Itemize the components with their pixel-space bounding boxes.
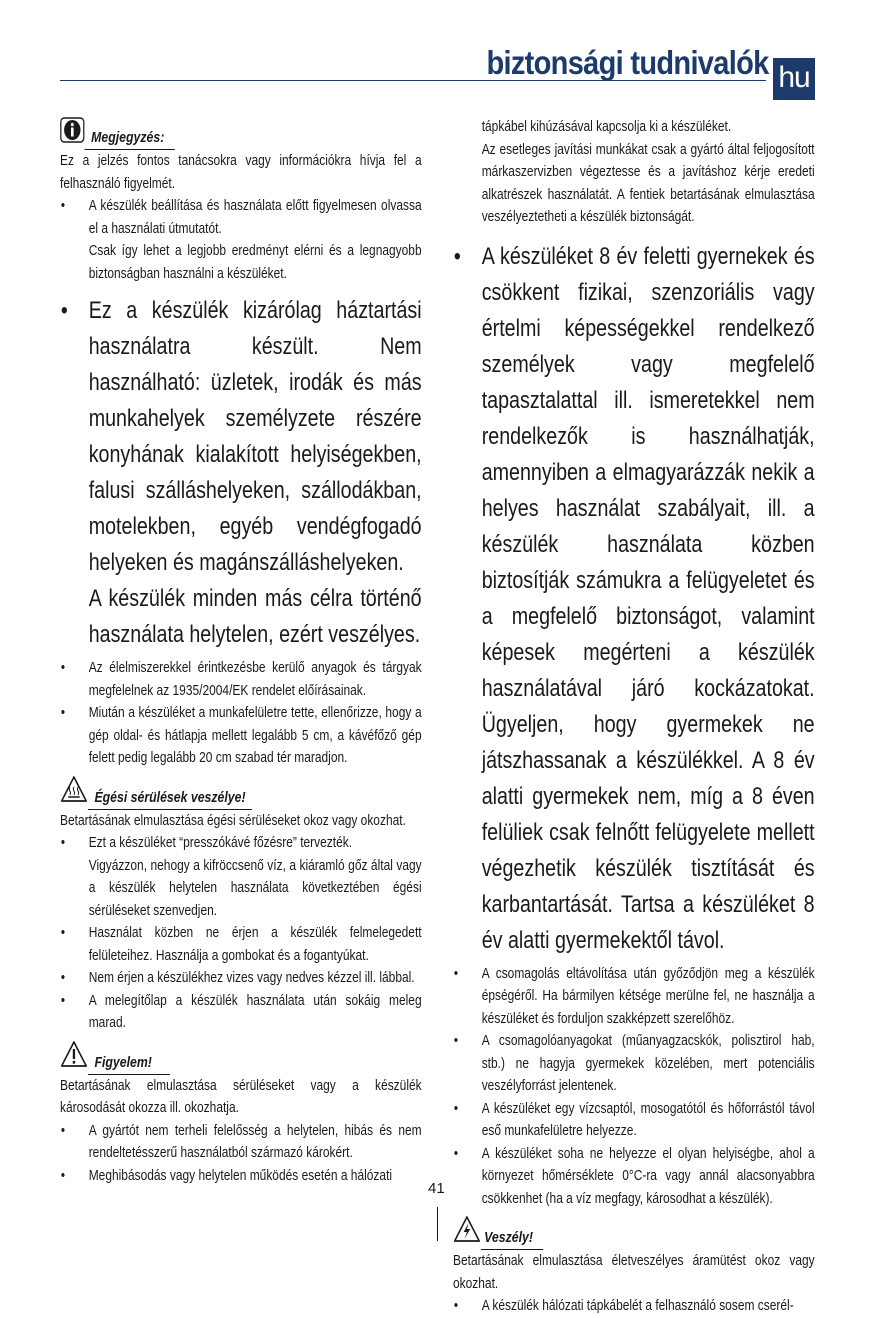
list-item-text: A készüléket soha ne helyezze el olyan helyiségbe, ahol a környezet hőmérséklete 0°C-ra vagy annál alacsonyabbra csökkenhet (ha a víz megfagy, károsodhat a készülék). (481, 1145, 815, 1207)
list-item (60, 1165, 422, 1188)
list-item-text: A készülék hálózati tápkábelét a felhasználó sosem cserél- (481, 1298, 794, 1314)
danger-text: Betartásának elmulasztása életveszélyes áramütést okoz vagy okozhat. (453, 1253, 815, 1292)
bullet: • (60, 1167, 66, 1184)
list-item (453, 963, 815, 1031)
big-item-text: Ez a készülék kizárólag háztartási használatra készült. Nem használható: üzletek, irodák és más munkahelyek személyzete részére konyhának kialakított helyiségekben, falusi szálláshelyeken, szállodákban, motelekben, egyéb vendégfogadó helyeken és magánszálláshelyeken. (88, 297, 422, 576)
list-item-text: A készülék beállítása és használata előtt figyelmesen olvassa el a használati útmutatót. (88, 198, 422, 237)
electric-shock-warning-icon (453, 1215, 481, 1248)
list-item (60, 195, 422, 285)
list-item (453, 1098, 815, 1143)
bullet: • (60, 705, 66, 721)
list-item-text: Ezt a készüléket “presszókávé főzésre” tervezték. (88, 835, 353, 851)
warning-underline (88, 1074, 170, 1075)
big-item-text: A készüléket 8 év feletti gyernekek és csökkent fizikai, szenzoriális vagy értelmi képességekkel rendelkező személyek vagy megfelelő tapasztalattal ill. ismeretekkel nem rendelkezők is használhatják, amennyiben a elmagyarázzák nekik a helyes használat szabályait, ill. a készülék használata közben biztosítják számukra a felügyeletet és a megfelelő biztonságot, valamint képesek megérteni a készülék használatával járó kockázatokat. Ügyeljen, hogy gyermekek ne játszhassanak a készülékkel. A 8 év alatti gyermekek nem, míg a 8 éven felüliek csak felnőtt felügyelete mellett végezhetik készülék tisztítását és karbantartását. Tartsa a készüléket 8 év alatti gyermekektől távol. (481, 242, 815, 954)
bullet: • (453, 965, 459, 982)
bullet: • (453, 1100, 459, 1117)
danger-title: Veszély! (484, 1229, 533, 1246)
bullet: • (60, 1122, 66, 1139)
danger-underline (481, 1249, 543, 1250)
bullet: • (60, 660, 66, 676)
bullet: • (453, 1033, 459, 1049)
list-item (453, 1143, 815, 1211)
list-item-extra: Vigyázzon, nehogy a kifröccsenő víz, a kiáramló gőz által vagy a készülék helytelen használata következtében égési sérüléseket szenvedjen. (88, 857, 422, 919)
danger-heading (453, 1216, 815, 1250)
right-column (453, 116, 815, 1318)
bullet: • (453, 1298, 459, 1314)
continued-text: tápkábel kihúzásával kapcsolja ki a készüléket. (481, 119, 732, 135)
big-item-extra: A készülék minden más célra történő használata helytelen, ezért veszélyes. (88, 585, 422, 648)
list-item-text: Az élelmiszerekkel érintkezésbe kerülő anyagok és tárgyak megfelelnek az 1935/2004/EK rendelet előírásainak. (88, 660, 422, 699)
list-item-text: A csomagolóanyagokat (műanyagzacskók, polisztirol hab, stb.) ne hagyja gyermekek közelében, mert potenciális veszélyforrást jelentenek. (481, 1033, 815, 1094)
warning-title: Figyelem! (94, 1053, 152, 1071)
bullet: • (60, 992, 66, 1009)
list-item-text: Használat közben ne érjen a készülék felmelegedett felületeihez. Használja a gombokat és a fogantyúkat. (88, 925, 422, 964)
info-icon (60, 117, 85, 148)
list-item-text: A gyártót nem terheli felelősség a helytelen, hibás és nem rendeltetésszerű használatból származó károkért. (88, 1122, 422, 1161)
list-item (60, 990, 422, 1035)
list-item-text: Nem érjen a készülékhez vizes vagy nedves kézzel ill. lábbal. (88, 970, 415, 986)
burn-heading (60, 776, 422, 810)
list-item-text: A csomagolás eltávolítása után győződjön meg a készülék épségéről. Ha bármilyen kétsége merülne fel, ne használja a készüléket és forduljon szakképzett szerelőhöz. (481, 965, 815, 1027)
hot-surface-warning-icon (60, 775, 88, 808)
list-item (60, 922, 422, 967)
list-item-text: Meghibásodás vagy helytelen működés esetén a hálózati (88, 1167, 393, 1184)
bullet: • (60, 297, 68, 324)
list-item-text: A készüléket egy vízcsaptól, mosogatótól és hőforrástól távol eső munkafelületre helyezze. (481, 1100, 815, 1139)
bullet: • (60, 970, 66, 986)
big-list-item (453, 239, 815, 959)
warning-heading (60, 1041, 422, 1075)
bullet: • (453, 242, 461, 270)
list-item (60, 1120, 422, 1165)
list-item (453, 1295, 815, 1318)
note-title: Megjegyzés: (91, 129, 165, 146)
bullet: • (60, 835, 66, 851)
warning-icon (60, 1040, 88, 1073)
page-title: biztonsági tudnivalók (486, 44, 769, 81)
list-item-text: Miután a készüléket a munkafelületre tette, ellenőrizze, hogy a gép oldal- és hátlapja mellett legalább 5 cm, a kávéfőző gép felett pedig legalább 20 cm szabad tér maradjon. (88, 705, 422, 766)
list-item (60, 702, 422, 770)
burn-title: Égési sérülések veszélye! (94, 788, 246, 806)
big-list-item (60, 293, 422, 653)
list-item (60, 967, 422, 990)
left-column (60, 116, 422, 1187)
language-badge: hu (773, 58, 815, 100)
page-number: 41 (428, 1180, 445, 1197)
note-underline (85, 149, 175, 150)
bullet: • (60, 198, 66, 214)
note-heading (60, 116, 422, 150)
burn-text: Betartásának elmulasztása égési sérüléseket okoz vagy okozhat. (60, 812, 406, 829)
continued-text-2: Az esetleges javítási munkákat csak a gyártó által feljogosított márkaszervizben végeztesse és a javításhoz kérje eredeti alkatrészek használatát. A fentiek betartásának elmulasztása veszélyeztetheti a készülék biztonságát. (481, 141, 815, 225)
footer-rule (437, 1207, 438, 1241)
list-item-text: A melegítőlap a készülék használata után sokáig meleg marad. (88, 992, 422, 1031)
list-item (60, 657, 422, 702)
burn-underline (88, 809, 252, 810)
bullet: • (60, 925, 66, 941)
note-text: Ez a jelzés fontos tanácsokra vagy információkra hívja fel a felhasználó figyelmét. (60, 153, 422, 192)
list-item (60, 832, 422, 922)
warning-text: Betartásának elmulasztása sérüléseket vagy a készülék károsodását okozza ill. okozhatja. (60, 1077, 422, 1116)
bullet: • (453, 1145, 459, 1162)
list-item-extra: Csak így lehet a legjobb eredményt elérni és a legnagyobb biztonságban használni a készüléket. (88, 243, 422, 282)
list-item (453, 1030, 815, 1098)
